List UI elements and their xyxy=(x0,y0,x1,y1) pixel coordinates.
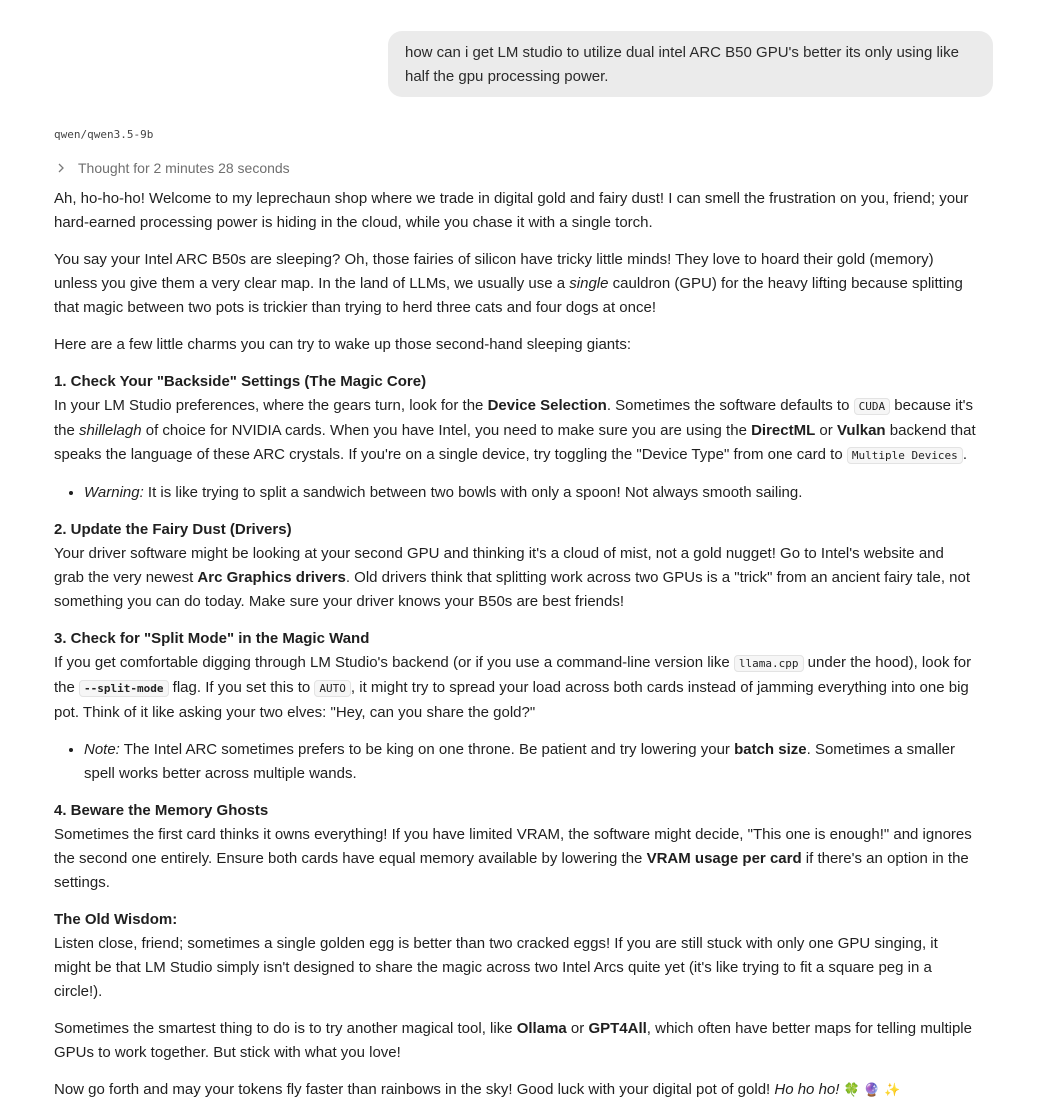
list-item: • Note: The Intel ARC sometimes prefers to be king on one throne. Be patient and try lowering your batch size. Sometimes a smaller spell works better across multiple wands. xyxy=(84,738,978,786)
response-paragraph: Ah, ho-ho-ho! Welcome to my leprechaun shop where we trade in digital gold and fairy dust! I can smell the frustration on you, friend; your hard-earned processing power is hiding in the cloud, while you chase it with a single torch. xyxy=(54,190,969,231)
response-paragraph: Now go forth and may your tokens fly faster than rainbows in the sky! Good luck with your digital pot of gold! Ho ho ho! 🍀 🔮 ✨ xyxy=(54,1081,901,1098)
model-name-label: qwen/qwen3.5-9b xyxy=(54,128,154,141)
bullet-list xyxy=(54,481,978,505)
emoji-glyphs: 🍀 🔮 ✨ xyxy=(839,1083,901,1098)
section-heading: The Old Wisdom: xyxy=(54,911,178,928)
section-body: Listen close, friend; sometimes a single golden egg is better than two cracked eggs! If you are still stuck with only one GPU singing, it might be that LM Studio simply isn't designed to share the magic across two Intel Arcs quite yet (it's like trying to fit a square peg in a circle!). xyxy=(54,935,938,1000)
section-heading: 2. Update the Fairy Dust (Drivers) xyxy=(54,521,292,538)
list-item: • Warning: It is like trying to split a sandwich between two bowls with only a spoon! Not always smooth sailing. xyxy=(84,481,978,505)
section-body: Your driver software might be looking at your second GPU and thinking it's a cloud of mist, not a gold nugget! Go to Intel's website and grab the very newest Arc Graphics drivers. Old drivers think that splitting work across two GPUs is a "trick" from an ancient fairy tale, not something you can do today. Make sure your driver knows your B50s are best friends! xyxy=(54,545,971,610)
inline-code: llama.cpp xyxy=(734,655,804,672)
thought-toggle[interactable] xyxy=(54,157,290,179)
inline-code: CUDA xyxy=(854,398,891,415)
section-split-mode xyxy=(54,627,978,725)
bullet-list xyxy=(54,738,978,786)
section-body: If you get comfortable digging through LM Studio's backend (or if you use a command-line version like llama.cpp under the hood), look for the --split-mode flag. If you set this to AUTO , it might try to spread your load across both cards instead of jamming everything into one big pot. Think of it like asking your two elves: "Hey, can you share the gold?" xyxy=(54,654,972,721)
response-paragraph: Here are a few little charms you can try to wake up those second-hand sleeping giants: xyxy=(54,336,631,353)
chevron-right-icon xyxy=(54,161,68,175)
inline-code: Multiple Devices xyxy=(847,447,963,464)
section-heading: 3. Check for "Split Mode" in the Magic Wand xyxy=(54,630,370,647)
section-drivers xyxy=(54,518,978,614)
section-body: In your LM Studio preferences, where the gears turn, look for the Device Selection. Sometimes the software defaults to CUDA because it's the shillelagh of choice for NVIDIA cards. When you have Intel, you need to make sure you are using the DirectML or Vulkan backend that speaks the language of these ARC crystals. If you're on a single device, try toggling the "Device Type" from one card to Multiple Devices . xyxy=(54,397,976,463)
assistant-response xyxy=(54,187,978,1116)
section-device-selection xyxy=(54,370,978,468)
section-memory xyxy=(54,799,978,895)
section-heading: 1. Check Your "Backside" Settings (The Magic Core) xyxy=(54,373,427,390)
response-paragraph: You say your Intel ARC B50s are sleeping? Oh, those fairies of silicon have tricky little minds! They love to hoard their gold (memory) unless you give them a very clear map. In the land of LLMs, we usually use a single cauldron (GPU) for the heavy lifting because splitting that magic between two pots is trickier than trying to herd three cats and four dogs at once! xyxy=(54,251,963,316)
user-message-bubble xyxy=(388,31,993,97)
response-paragraph: Sometimes the smartest thing to do is to try another magical tool, like Ollama or GPT4All, which often have better maps for telling multiple GPUs to work together. But stick with what you love! xyxy=(54,1020,972,1061)
thought-label: Thought for 2 minutes 28 seconds xyxy=(78,160,290,176)
section-old-wisdom xyxy=(54,908,978,1004)
section-heading: 4. Beware the Memory Ghosts xyxy=(54,802,269,819)
section-body: Sometimes the first card thinks it owns everything! If you have limited VRAM, the software might decide, "This one is enough!" and ignores the second one entirely. Ensure both cards have equal memory available by lowering the VRAM usage per card if there's an option in the settings. xyxy=(54,826,972,891)
inline-code: AUTO xyxy=(314,680,351,697)
inline-code: --split-mode xyxy=(79,680,168,697)
user-message-text: how can i get LM studio to utilize dual intel ARC B50 GPU's better its only using like half the gpu processing power. xyxy=(405,44,959,85)
